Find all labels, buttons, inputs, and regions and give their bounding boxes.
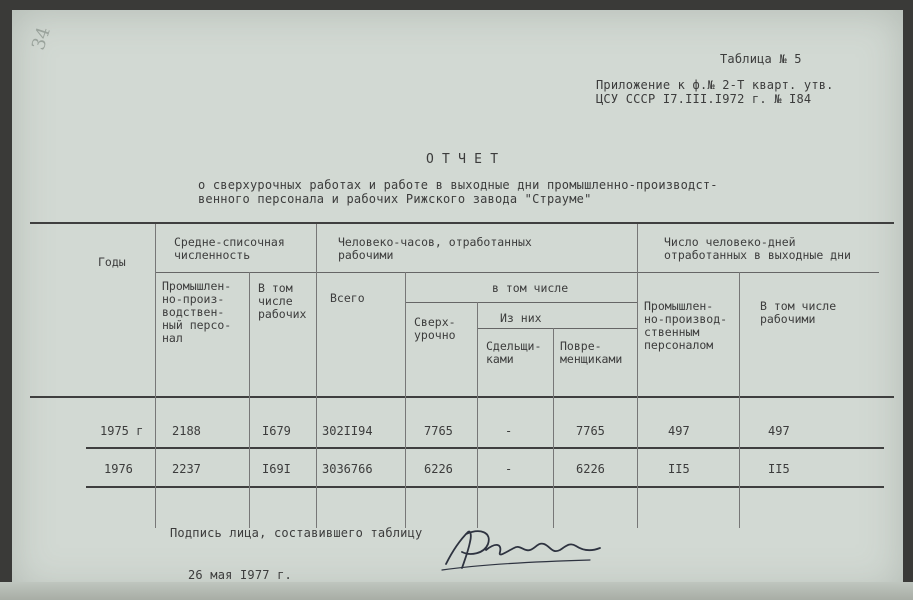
header-days-workers: В том числе рабочими — [760, 299, 837, 326]
table-label: Таблица № 5 — [720, 52, 802, 66]
cell-total: 302II94 — [322, 424, 373, 438]
col-divider — [553, 328, 554, 528]
header-days-industrial: Промышлен- но-производ- ственным персоналом — [644, 299, 728, 352]
cell-days-staff: II5 — [668, 462, 690, 476]
header-years: Годы — [98, 255, 126, 269]
header-including: в том числе — [492, 281, 569, 295]
appendix-line-1: Приложение к ф.№ 2-Т кварт. утв. — [596, 78, 834, 92]
cell-workers: I679 — [262, 424, 291, 438]
header-of-them: Из них — [500, 311, 542, 325]
handwritten-signature — [440, 522, 610, 578]
col-divider — [739, 272, 740, 528]
header-incl-workers: В том числе рабочих — [258, 281, 307, 321]
archive-number: 34 — [27, 24, 55, 53]
col-divider — [477, 302, 478, 528]
cell-time: 7765 — [576, 424, 605, 438]
cell-year: 1976 — [104, 462, 133, 476]
cell-total: 3036766 — [322, 462, 373, 476]
report-title: О Т Ч Е Т — [426, 152, 499, 167]
header-avg-headcount: Средне-списочная численность — [174, 235, 285, 262]
cell-staff: 2237 — [172, 462, 201, 476]
cell-days-staff: 497 — [668, 424, 690, 438]
header-man-hours: Человеко-часов, отработанных рабочими — [338, 235, 532, 262]
col-divider — [316, 224, 317, 528]
report-subtitle-line-2: венного персонала и рабочих Рижского завода "Страуме" — [198, 192, 592, 206]
col-divider — [405, 272, 406, 528]
cell-workers: I69I — [262, 462, 291, 476]
col-divider — [249, 272, 250, 528]
cell-days-workers: II5 — [768, 462, 790, 476]
header-piece-workers: Сдельщи- ками — [486, 339, 542, 366]
col-divider — [155, 224, 156, 528]
col-divider — [637, 224, 638, 528]
cell-time: 6226 — [576, 462, 605, 476]
header-bottom-rule — [30, 396, 894, 398]
header-industrial-staff: Промышлен- но-произ- водствен- ный персо- нал — [162, 279, 232, 345]
cell-staff: 2188 — [172, 424, 201, 438]
cell-days-workers: 497 — [768, 424, 790, 438]
header-rule-2 — [405, 302, 637, 303]
header-total: Всего — [330, 291, 365, 305]
row-rule — [86, 447, 884, 449]
cell-overtime: 6226 — [424, 462, 453, 476]
signature-label: Подпись лица, составившего таблицу — [170, 526, 423, 540]
cell-year: 1975 г — [100, 424, 144, 438]
table-top-rule — [30, 222, 894, 224]
header-man-days: Число человеко-дней отработанных в выходные дни — [664, 235, 851, 262]
report-subtitle-line-1: о сверхурочных работах и работе в выходные дни промышленно-производст- — [198, 178, 718, 192]
header-time-workers: Повре- менщиками — [560, 339, 623, 366]
table-bottom-rule — [86, 486, 884, 488]
cell-piece: - — [505, 424, 513, 438]
header-rule-1 — [155, 272, 879, 273]
bottom-strip — [0, 582, 913, 600]
header-overtime: Сверх- урочно — [414, 315, 456, 342]
cell-piece: - — [505, 462, 513, 476]
header-rule-3 — [477, 328, 637, 329]
cell-overtime: 7765 — [424, 424, 453, 438]
appendix-line-2: ЦСУ СССР I7.III.I972 г. № I84 — [596, 92, 812, 106]
report-date: 26 мая I977 г. — [188, 568, 292, 582]
